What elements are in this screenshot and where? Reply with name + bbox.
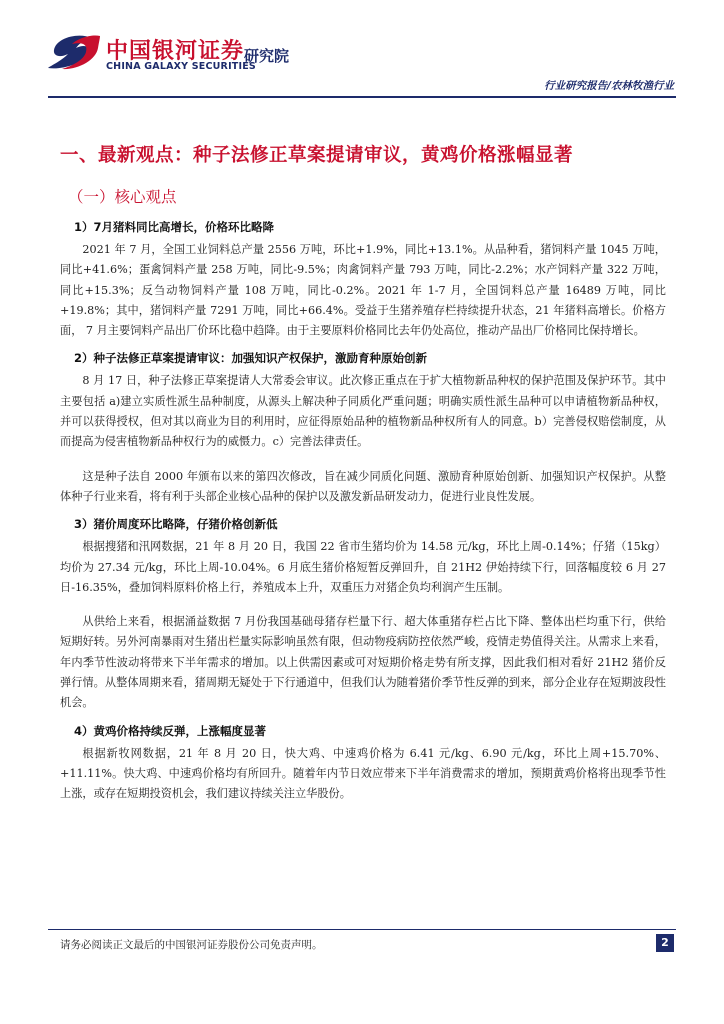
item-title-seed-law: 2）种子法修正草案提请审议：加强知识产权保护，激励育种原始创新 <box>74 351 427 366</box>
footer-disclaimer: 请务必阅读正文最后的中国银河证券股份公司免责声明。 <box>60 939 323 951</box>
paragraph: 根据搜猪和汛网数据，21 年 8 月 20 日，我国 22 省市生猪均价为 14.58 元/kg，环比上周-0.14%；仔猪（15kg）均价为 27.34 元/kg，环比上周-10.04%。6 月底生猪价格短暂反弹回升，自 21H2 伊始持续下行，回落幅度较 6 月 27 日-16.35%，叠加饲料原料价格上行，养殖成本上升，双重压力对猪企负均利润产生压制。 <box>60 540 666 594</box>
footer-divider <box>48 929 676 930</box>
page-header <box>0 0 724 100</box>
item-title-feed: 1）7月猪料同比高增长，价格环比略降 <box>74 220 275 234</box>
brand-name-cn: 中国银河证券 <box>106 39 245 64</box>
header-divider <box>48 96 676 98</box>
galaxy-swirl-logo-icon <box>48 34 102 70</box>
page-number: 2 <box>656 934 674 952</box>
paragraph: 这是种子法自 2000 年颁布以来的第四次修改，旨在减少同质化问题、激励育种原始创新、加强知识产权保护。从整体种子行业来看，将有利于头部企业核心品种的保护以及激发新品研发动力，促进行业良性发展。 <box>60 469 666 503</box>
paragraph: 从供给上来看，根据涌益数据 7 月份我国基础母猪存栏量下行、超大体重猪存栏占比下降、整体出栏均重下行，供给短期好转。另外河南暴雨对生猪出栏量实际影响虽然有限，但动物疫病防控依然严峻，疫情走势值得关注。从需求上来看，年内季节性波动将带来下半年需求的增加。以上供需因素或可对短期价格走势有所支撑，因此我们相对看好 21H2 猪价反弹行情。从整体周期来看，猪周期无疑处于下行通道中，但我们认为随着猪价季节性反弹的到来，部分企业存在短期波段性机会。 <box>60 615 666 710</box>
main-content <box>60 142 666 811</box>
report-type-label: 行业研究报告/农林牧渔行业 <box>544 80 674 92</box>
section-title: 一、最新观点：种子法修正草案提请审议，黄鸡价格涨幅显著 <box>60 145 574 166</box>
section-subtitle: （一）核心观点 <box>68 188 177 206</box>
paragraph: 根据新牧网数据，21 年 8 月 20 日，快大鸡、中速鸡价格为 6.41 元/kg、6.90 元/kg，环比上周+15.70%、+11.11%。快大鸡、中速鸡价格均有所回升。随着年内节日效应带来下半年消费需求的增加，预期黄鸡价格将出现季节性上涨，或存在短期投资机会，我们建议持续关注立华股份。 <box>60 746 666 801</box>
item-title-hog-price: 3）猪价周度环比略降，仔猪价格创新低 <box>74 517 278 532</box>
item-title-yellow-chicken: 4）黄鸡价格持续反弹，上涨幅度显著 <box>74 723 266 738</box>
paragraph: 8 月 17 日，种子法修正草案提请人大常委会审议。此次修正重点在于扩大植物新品种权的保护范围及保护环节。其中主要包括 a)建立实质性派生品种制度，从源头上解决种子同质化严重问题；明确实质性派生品种可以申请植物新品种权，并可以获得授权，但对其以商业为目的利用时，应征得原始品种的植物新品种权所有人的同意。b）完善侵权赔偿制度，从而提高为侵害植物新品种权行为的威慑力。c）完善法律责任。 <box>60 374 666 449</box>
institute-label: 研究院 <box>244 47 290 65</box>
paragraph: 2021 年 7 月，全国工业饲料总产量 2556 万吨，环比+1.9%，同比+13.1%。从品种看，猪饲料产量 1045 万吨，同比+41.6%；蛋禽饲料产量 258 万吨，同比-9.5%；肉禽饲料产量 793 万吨，同比-2.2%；水产饲料产量 322 万吨，同比+15.3%；反刍动物饲料产量 108 万吨，同比-0.2%。2021 年 1-7 月，全国饲料总产量 16489 万吨，同比+19.8%；其中，猪饲料产量 7291 万吨，同比+66.4%。受益于生猪养殖存栏持续提升状态，21 年猪料高增长。价格方面， 7 月主要饲料产品出厂价环比稳中趋降。由于主要原料价格同比去年仍处高位，推动产品出厂价格同比保持增长。 <box>60 243 666 338</box>
brand-name-en: CHINA GALAXY SECURITIES <box>106 61 256 72</box>
